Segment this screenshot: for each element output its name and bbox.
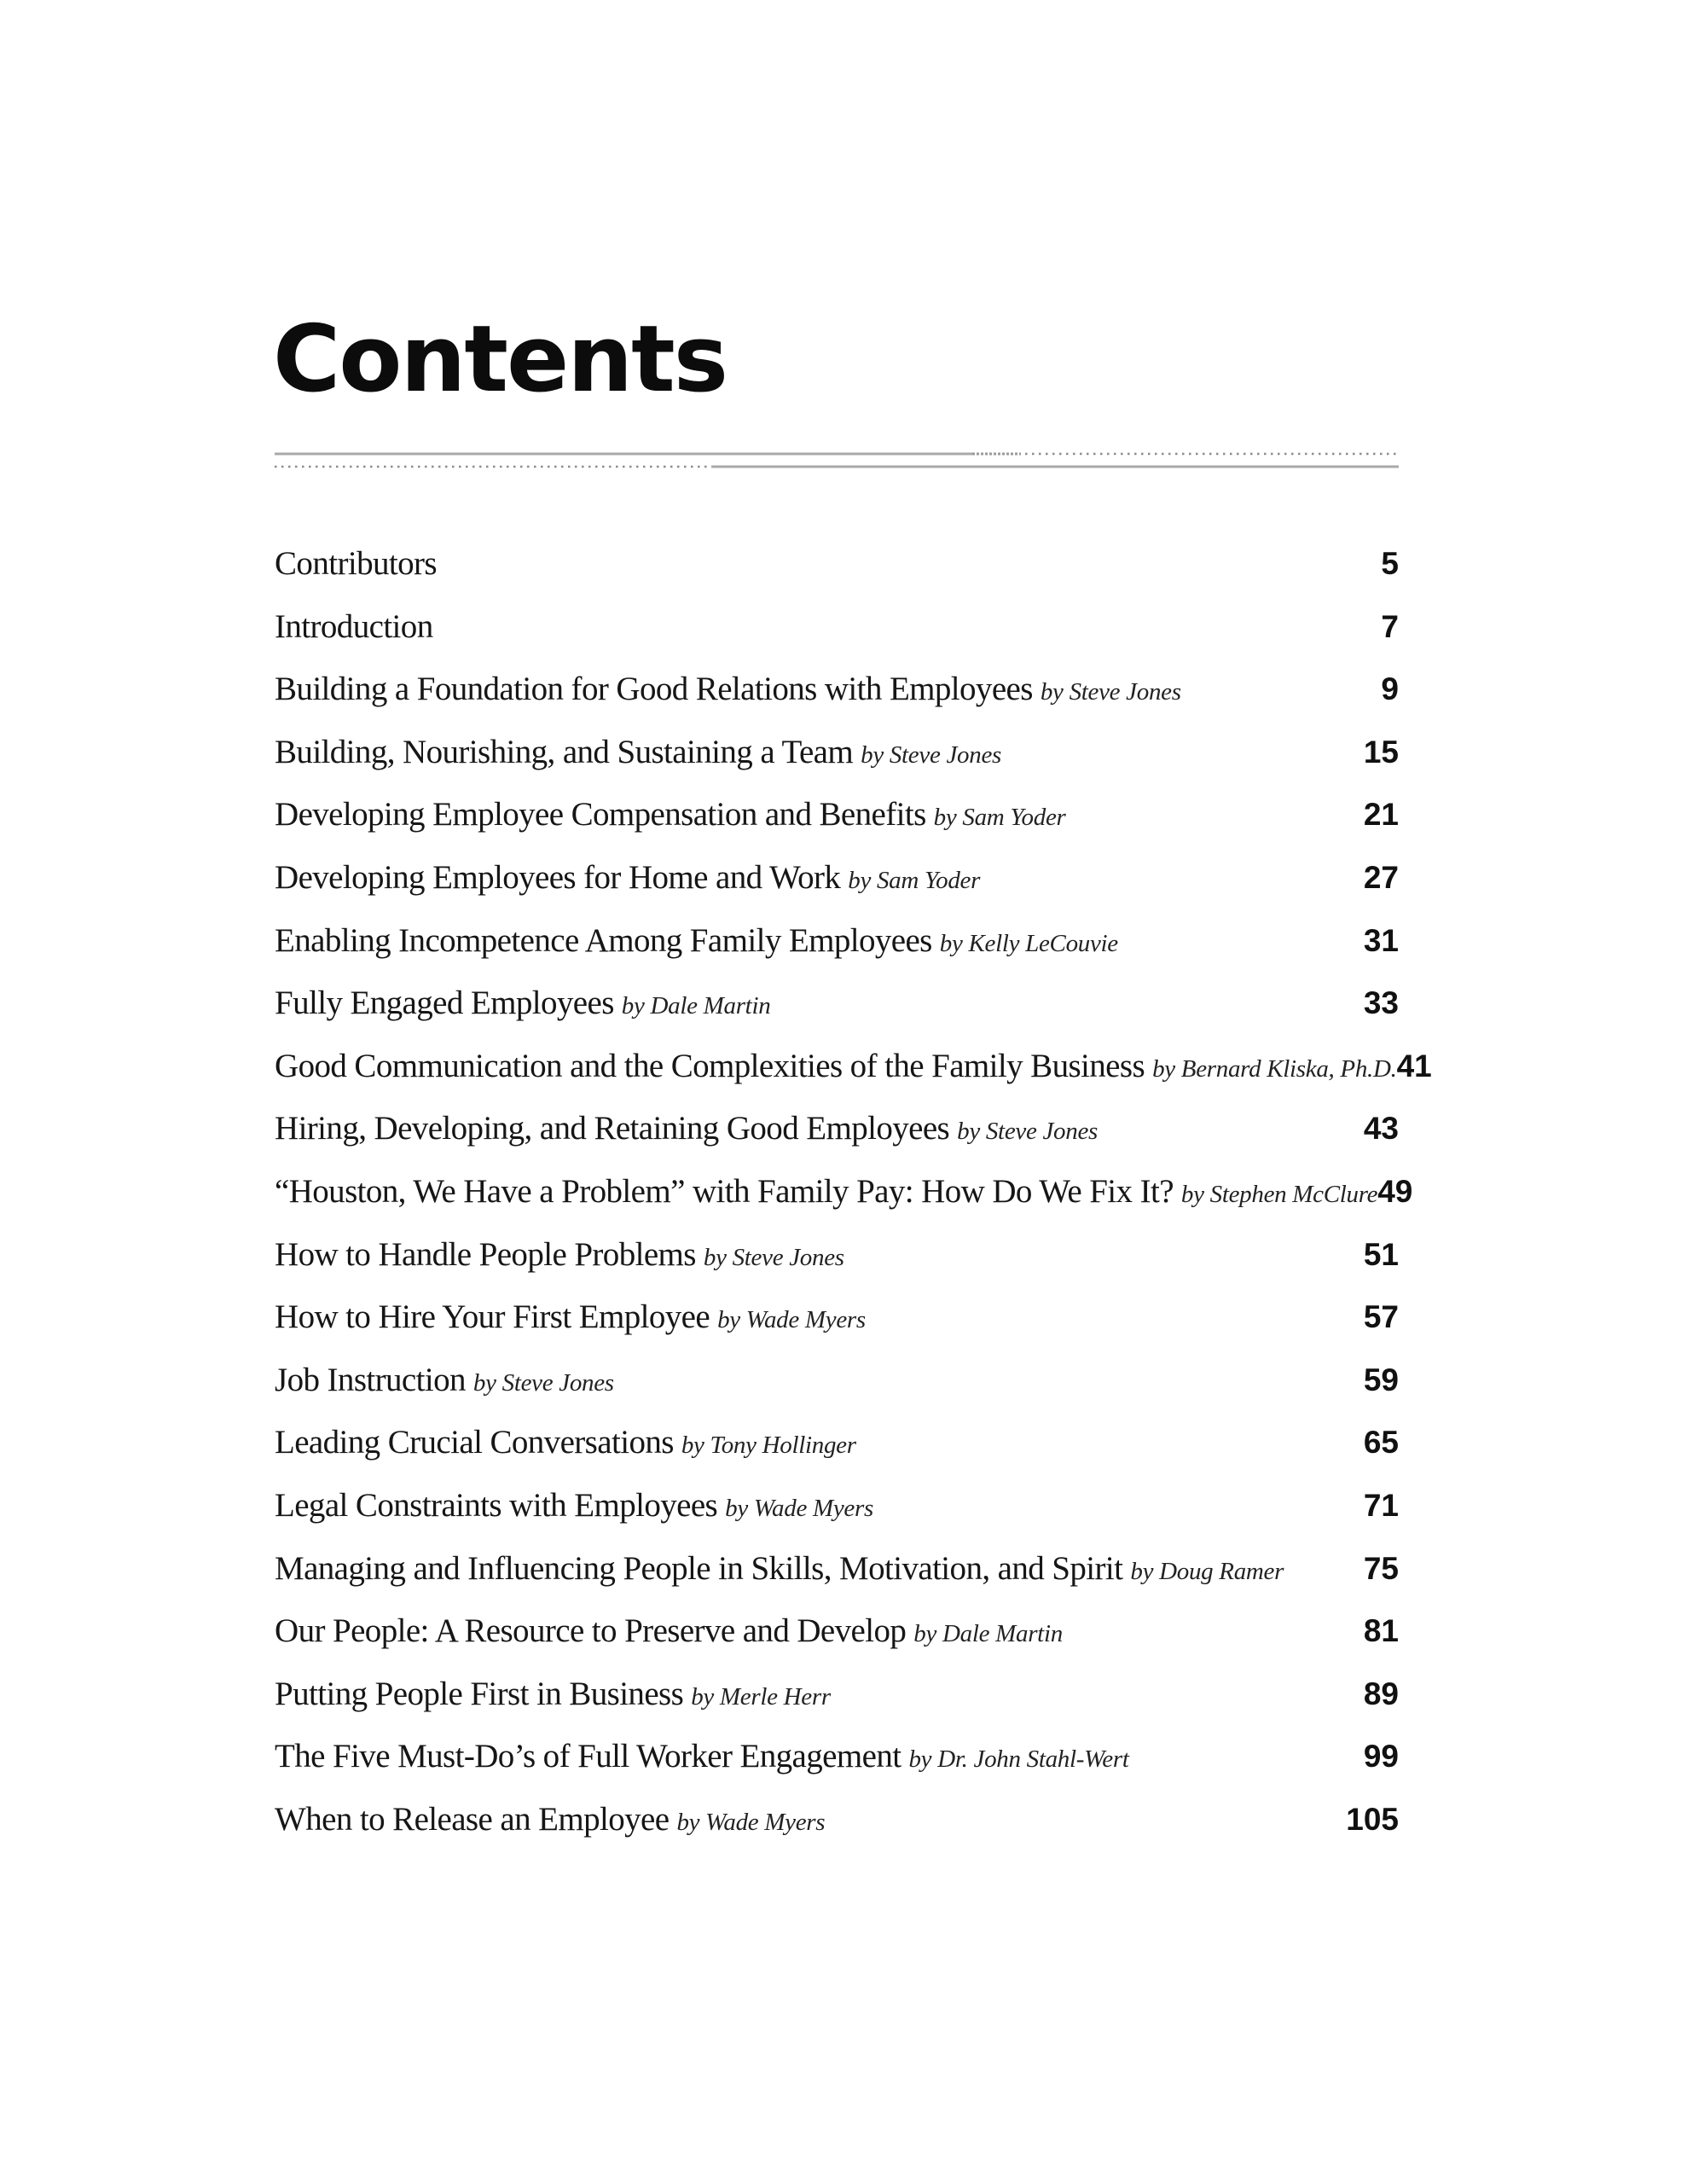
toc-entry-author: by Steve Jones	[472, 1368, 614, 1397]
toc-entry-heading	[275, 972, 770, 1042]
toc-entry-author: by Steve Jones	[957, 1118, 1099, 1146]
toc-list	[275, 532, 1432, 1850]
toc-entry-title: Good Communication and the Complexities of the Family Business	[275, 1047, 1145, 1084]
toc-entry-page-number: 41	[1396, 1048, 1432, 1083]
toc-entry-title: Introduction	[275, 607, 433, 645]
toc-entry-page-number: 71	[1363, 1487, 1399, 1523]
toc-entry-title: “Houston, We Have a Problem” with Family Pay: How Do We Fix It?	[275, 1172, 1174, 1210]
toc-entry	[275, 1160, 1413, 1223]
toc-entry	[275, 1600, 1399, 1663]
toc-entry-heading	[275, 1223, 844, 1293]
toc-entry-author: by Sam Yoder	[848, 866, 981, 894]
toc-entry	[275, 1223, 1399, 1287]
toc-entry	[275, 1663, 1399, 1726]
toc-entry-title: Job Instruction	[275, 1361, 466, 1398]
toc-entry-page-number: 51	[1363, 1236, 1399, 1272]
toc-entry-page-number: 65	[1363, 1425, 1399, 1461]
toc-entry-title: How to Hire Your First Employee	[275, 1298, 710, 1336]
toc-entry-author: by Steve Jones	[1040, 678, 1181, 706]
toc-entry-heading	[275, 1474, 873, 1544]
toc-entry-author: by Doug Ramer	[1130, 1557, 1284, 1585]
toc-entry	[275, 595, 1399, 659]
toc-entry-title: Our People: A Resource to Preserve and Develop	[275, 1612, 907, 1650]
toc-entry-page-number: 9	[1381, 671, 1399, 707]
toc-entry-heading	[275, 721, 1001, 791]
toc-entry-heading	[275, 595, 433, 665]
toc-entry-page-number: 31	[1363, 922, 1399, 958]
toc-entry-page-number: 27	[1363, 859, 1399, 895]
toc-entry	[275, 1725, 1399, 1788]
toc-entry-heading	[275, 658, 1181, 728]
toc-entry-heading	[275, 783, 1066, 853]
toc-entry	[275, 1286, 1399, 1349]
toc-entry-page-number: 43	[1363, 1111, 1399, 1147]
toc-entry-page-number: 59	[1363, 1362, 1399, 1397]
toc-entry-heading	[275, 1663, 831, 1733]
toc-entry-title: When to Release an Employee	[275, 1800, 670, 1838]
toc-entry-title: Developing Employees for Home and Work	[275, 858, 841, 896]
toc-entry-heading	[275, 1035, 1397, 1105]
toc-entry	[275, 1097, 1399, 1160]
toc-entry-page-number: 89	[1363, 1676, 1399, 1711]
toc-entry-author: by Sam Yoder	[933, 804, 1066, 832]
page-title: Contents	[273, 306, 728, 413]
toc-entry-heading	[275, 1411, 856, 1481]
toc-entry-author: by Wade Myers	[717, 1306, 866, 1334]
toc-entry-title: Building, Nourishing, and Sustaining a Team	[275, 733, 854, 770]
toc-entry-page-number: 21	[1363, 797, 1399, 833]
toc-entry	[275, 1035, 1432, 1098]
toc-entry	[275, 972, 1399, 1035]
toc-entry-page-number: 75	[1363, 1550, 1399, 1586]
toc-entry-title: Leading Crucial Conversations	[275, 1424, 674, 1461]
toc-entry-title: Fully Engaged Employees	[275, 985, 614, 1022]
toc-entry-page-number: 105	[1346, 1801, 1399, 1837]
toc-entry-heading	[275, 1160, 1377, 1230]
toc-entry-author: by Bernard Kliska, Ph.D.	[1152, 1054, 1397, 1083]
toc-entry-title: Contributors	[275, 545, 437, 582]
toc-entry	[275, 1788, 1399, 1851]
toc-entry-page-number: 33	[1363, 985, 1399, 1021]
toc-entry-title: Managing and Influencing People in Skills, Motivation, and Spirit	[275, 1549, 1123, 1587]
decorative-divider	[275, 450, 1399, 476]
toc-entry-author: by Kelly LeCouvie	[939, 929, 1118, 957]
toc-entry-title: Putting People First in Business	[275, 1675, 684, 1712]
toc-entry-author: by Dr. John Stahl-Wert	[908, 1745, 1129, 1774]
toc-entry	[275, 783, 1399, 846]
toc-entry-heading	[275, 1725, 1129, 1795]
toc-entry-author: by Dale Martin	[913, 1620, 1063, 1648]
toc-entry-title: Enabling Incompetence Among Family Employees	[275, 921, 932, 959]
toc-entry-title: How to Handle People Problems	[275, 1235, 696, 1273]
toc-entry-page-number: 99	[1363, 1739, 1399, 1774]
toc-entry-page-number: 57	[1363, 1299, 1399, 1335]
toc-entry-heading	[275, 1537, 1284, 1607]
toc-entry-heading	[275, 846, 980, 916]
toc-entry-author: by Merle Herr	[691, 1682, 831, 1711]
toc-entry	[275, 1349, 1399, 1412]
toc-entry-author: by Stephen McClure	[1180, 1180, 1378, 1208]
toc-entry	[275, 909, 1399, 973]
toc-entry-author: by Steve Jones	[861, 741, 1001, 769]
toc-entry	[275, 1411, 1399, 1474]
toc-entry-title: Legal Constraints with Employees	[275, 1486, 718, 1524]
toc-entry-author: by Wade Myers	[725, 1494, 873, 1522]
toc-entry-page-number: 5	[1381, 546, 1399, 581]
toc-entry-heading	[275, 1788, 825, 1858]
toc-entry-author: by Tony Hollinger	[681, 1432, 856, 1460]
toc-entry-author: by Wade Myers	[676, 1808, 826, 1836]
toc-entry-page-number: 15	[1363, 734, 1399, 770]
toc-entry-page-number: 7	[1381, 608, 1399, 644]
toc-entry-author: by Steve Jones	[703, 1243, 844, 1271]
toc-entry-heading	[275, 909, 1118, 979]
toc-entry-title: Hiring, Developing, and Retaining Good Employees	[275, 1110, 950, 1147]
toc-entry-heading	[275, 532, 437, 602]
toc-entry-title: Building a Foundation for Good Relations with Employees	[275, 671, 1033, 708]
toc-entry-heading	[275, 1600, 1063, 1670]
toc-entry	[275, 721, 1399, 784]
toc-entry-heading	[275, 1097, 1098, 1167]
toc-entry-heading	[275, 1286, 866, 1356]
toc-entry	[275, 846, 1399, 909]
toc-entry-title: The Five Must-Do’s of Full Worker Engagement	[275, 1738, 901, 1775]
toc-entry-heading	[275, 1349, 614, 1419]
toc-entry-title: Developing Employee Compensation and Benefits	[275, 796, 926, 834]
toc-entry-page-number: 81	[1363, 1613, 1399, 1649]
toc-entry	[275, 1537, 1399, 1600]
toc-entry	[275, 1474, 1399, 1537]
toc-entry-page-number: 49	[1377, 1173, 1413, 1209]
toc-entry	[275, 532, 1399, 595]
toc-entry	[275, 658, 1399, 721]
toc-entry-author: by Dale Martin	[621, 992, 771, 1020]
